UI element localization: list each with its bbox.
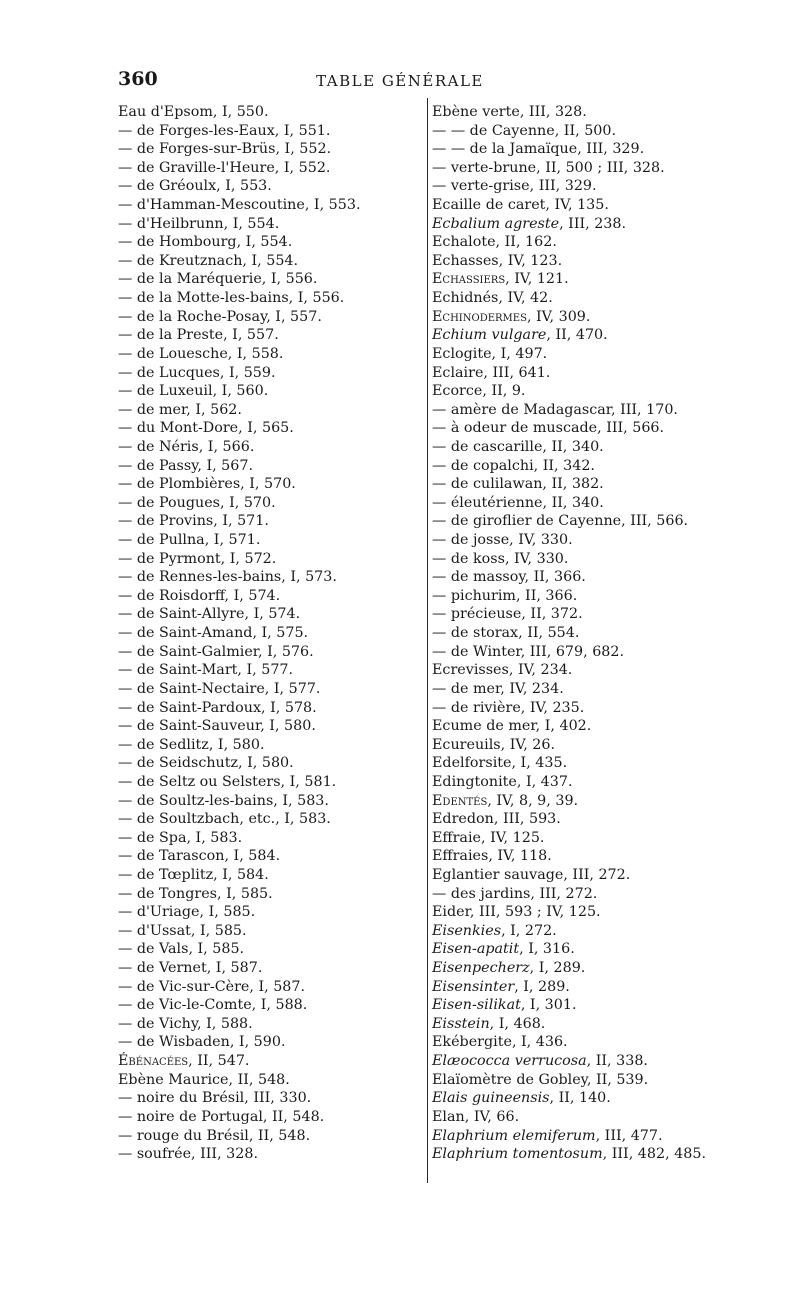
index-entry: — de giroflier de Cayenne, III, 566. [432, 513, 689, 530]
index-entry: Eclogite, I, 497. [432, 345, 548, 362]
index-entry: — — de Cayenne, II, 500. [432, 122, 617, 139]
index-entry: — de Seltz ou Selsters, I, 581. [118, 773, 337, 790]
index-entry: Ecume de mer, I, 402. [432, 718, 592, 735]
index-entry-ref: , II, 470. [546, 327, 608, 344]
index-entry: — d'Heilbrunn, I, 554. [118, 215, 280, 232]
index-entry: — de Gréoulx, I, 553. [118, 178, 272, 195]
index-entry [432, 1052, 772, 1071]
index-entry: — de Vic-sur-Cère, I, 587. [118, 978, 306, 995]
index-entry: Echidnés, IV, 42. [432, 290, 553, 307]
index-entry: — de Vernet, I, 587. [118, 960, 263, 977]
index-entry: Ebène verte, III, 328. [432, 104, 587, 120]
index-entry-term: Eisen-silikat [432, 997, 521, 1014]
page-number: 360 [118, 68, 158, 90]
index-entry: — de Saint-Sauveur, I, 580. [118, 718, 316, 735]
index-entry: — — de la Jamaïque, III, 329. [432, 141, 645, 158]
index-entry-ref: , II, 338. [586, 1053, 648, 1070]
index-entry: — de la Maréquerie, I, 556. [118, 271, 318, 288]
index-entry: — noire du Brésil, III, 330. [118, 1090, 312, 1107]
index-entry: — de Roisdorff, I, 574. [118, 587, 281, 604]
index-entry: — de koss, IV, 330. [432, 550, 569, 567]
index-entry: — d'Hamman-Mescoutine, I, 553. [118, 197, 361, 214]
index-entry: — de Hombourg, I, 554. [118, 234, 293, 251]
index-entry-term: Ecbalium agreste [432, 215, 560, 232]
index-entry [432, 922, 772, 941]
index-entry: — précieuse, II, 372. [432, 606, 583, 623]
index-entry-term: Eisenkies [432, 922, 502, 939]
index-entry: — de culilawan, II, 382. [432, 476, 604, 493]
index-entry: — de Graville-l'Heure, I, 552. [118, 159, 331, 176]
index-entry: Ekébergite, I, 436. [432, 1034, 568, 1051]
index-entry [432, 1145, 772, 1164]
index-entry-ref: , I, 272. [501, 922, 557, 939]
index-entry: — de Wisbaden, I, 590. [118, 1034, 286, 1051]
index-entry: — de Rennes-les-bains, I, 573. [118, 569, 337, 586]
index-entry: — de rivière, IV, 235. [432, 699, 585, 716]
index-entry: — de la Motte-les-bains, I, 556. [118, 290, 345, 307]
index-entry: — d'Uriage, I, 585. [118, 904, 256, 921]
index-entry-ref: , I, 316. [519, 941, 575, 958]
index-entry: Eider, III, 593 ; IV, 125. [432, 904, 601, 921]
index-entry [432, 1015, 772, 1034]
index-entry: — de Vic-le-Comte, I, 588. [118, 997, 308, 1014]
index-entry: — de Pyrmont, I, 572. [118, 550, 277, 567]
index-entry: Ecorce, II, 9. [432, 383, 526, 400]
index-entry [432, 1089, 772, 1108]
index-entry [432, 959, 772, 978]
index-entry: — de cascarille, II, 340. [432, 438, 604, 455]
index-entry [432, 1127, 772, 1146]
index-entry-term: Eisstein [432, 1015, 490, 1032]
index-entry [432, 326, 772, 345]
index-entry: — de Spa, I, 583. [118, 829, 243, 846]
index-entry: — de Saint-Nectaire, I, 577. [118, 680, 321, 697]
index-entry-ref: , II, 140. [549, 1090, 611, 1107]
index-entry-term: Eisenpecherz [432, 960, 530, 977]
index-column-left [118, 103, 423, 1164]
index-entry-ref: , III, 482, 485. [602, 1146, 706, 1163]
index-entry: — de storax, II, 554. [432, 625, 580, 642]
index-entry-term: Elaphrium elemiferum [432, 1127, 596, 1144]
index-entry: Ébénacées, II, 547. [118, 1053, 250, 1070]
index-entry: Elaïomètre de Gobley, II, 539. [432, 1071, 649, 1088]
index-entry: — de Tongres, I, 585. [118, 885, 273, 902]
index-entry: — de Seidschutz, I, 580. [118, 755, 294, 772]
index-entry [432, 996, 772, 1015]
index-entry: Effraies, IV, 118. [432, 848, 552, 865]
index-entry: — de Louesche, I, 558. [118, 345, 284, 362]
index-entry-ref: , III, 238. [559, 215, 627, 232]
index-entry: — de Pougues, I, 570. [118, 494, 276, 511]
index-entry: — verte-brune, II, 500 ; III, 328. [432, 159, 665, 176]
index-entry: — de Forges-les-Eaux, I, 551. [118, 122, 331, 139]
index-entry [432, 978, 772, 997]
index-entry: — de Provins, I, 571. [118, 513, 269, 530]
index-entry: Ebène Maurice, II, 548. [118, 1071, 290, 1088]
index-entry: — de Lucques, I, 559. [118, 364, 276, 381]
index-entry: Elan, IV, 66. [432, 1108, 520, 1125]
index-entry: — de Saint-Galmier, I, 576. [118, 643, 314, 660]
index-entry-ref: , I, 468. [489, 1015, 546, 1032]
index-entry-term: Eisensinter [432, 978, 515, 995]
index-entry: — de Plombières, I, 570. [118, 476, 296, 493]
index-entry: — d'Ussat, I, 585. [118, 922, 247, 939]
index-entry-ref: , I, 289. [514, 978, 570, 995]
index-entry: Echinodermes, IV, 309. [432, 308, 591, 325]
index-entry: — à odeur de muscade, III, 566. [432, 420, 665, 437]
index-entry: — de Vals, I, 585. [118, 941, 245, 958]
index-entry-term: Eisen-apatit [432, 941, 520, 958]
index-entry-term: Elais guineensis [432, 1090, 550, 1107]
index-entry: — de Vichy, I, 588. [118, 1015, 253, 1032]
index-entry-ref: , I, 301. [520, 997, 577, 1014]
index-entry: Echasses, IV, 123. [432, 252, 563, 269]
index-entry: — noire de Portugal, II, 548. [118, 1108, 325, 1125]
index-entry: — verte-grise, III, 329. [432, 178, 597, 195]
index-entry: — de massoy, II, 366. [432, 569, 586, 586]
index-entry: — rouge du Brésil, II, 548. [118, 1127, 311, 1144]
index-entry: Eau d'Epsom, I, 550. [118, 104, 269, 120]
index-entry: — soufrée, III, 328. [118, 1146, 258, 1163]
index-entry: Edingtonite, I, 437. [432, 773, 573, 790]
index-entry: Edredon, III, 593. [432, 811, 561, 828]
index-entry: — de Saint-Allyre, I, 574. [118, 606, 301, 623]
index-entry: Ecureuils, IV, 26. [432, 736, 556, 753]
index-entry: — de Saint-Pardoux, I, 578. [118, 699, 317, 716]
index-entry: — de Passy, I, 567. [118, 457, 254, 474]
index-entry: Eglantier sauvage, III, 272. [432, 866, 631, 883]
index-entry: — de la Preste, I, 557. [118, 327, 279, 344]
index-entry-ref: , III, 477. [595, 1127, 663, 1144]
index-entry: — de Kreutznach, I, 554. [118, 252, 299, 269]
index-entry: — de Néris, I, 566. [118, 438, 255, 455]
index-entry: — de la Roche-Posay, I, 557. [118, 308, 322, 325]
index-entry: Echassiers, IV, 121. [432, 271, 569, 288]
index-entry: — de Soultz-les-bains, I, 583. [118, 792, 329, 809]
index-entry: Effraie, IV, 125. [432, 829, 545, 846]
index-entry: Edentés, IV, 8, 9, 39. [432, 792, 579, 809]
index-entry: — de Tœplitz, I, 584. [118, 866, 269, 883]
index-entry: — de Sedlitz, I, 580. [118, 736, 265, 753]
index-entry: — de mer, I, 562. [118, 401, 242, 418]
index-entry: — pichurim, II, 366. [432, 587, 578, 604]
index-entry: — de Pullna, I, 571. [118, 532, 261, 549]
index-entry: — du Mont-Dore, I, 565. [118, 420, 294, 437]
index-entry [432, 940, 772, 959]
running-title: TABLE GÉNÉRALE [316, 72, 484, 90]
index-entry: — de Forges-sur-Brüs, I, 552. [118, 141, 332, 158]
index-entry: — des jardins, III, 272. [432, 885, 598, 902]
index-entry: — de copalchi, II, 342. [432, 457, 595, 474]
index-entry-term: Elaphrium tomentosum [432, 1146, 603, 1163]
index-entry: — de Winter, III, 679, 682. [432, 643, 625, 660]
index-entry: — amère de Madagascar, III, 170. [432, 401, 678, 418]
index-entry: — de Saint-Amand, I, 575. [118, 625, 309, 642]
index-entry: — de josse, IV, 330. [432, 532, 573, 549]
index-entry: Echalote, II, 162. [432, 234, 557, 251]
index-entry: — éleutérienne, II, 340. [432, 494, 604, 511]
index-entry-ref: , I, 289. [529, 960, 586, 977]
index-entry: Ecaille de caret, IV, 135. [432, 197, 609, 214]
index-entry: Edelforsite, I, 435. [432, 755, 568, 772]
index-entry-term: Echium vulgare [432, 327, 547, 344]
index-entry: — de Saint-Mart, I, 577. [118, 662, 294, 679]
index-entry: — de mer, IV, 234. [432, 680, 564, 697]
index-entry: — de Luxeuil, I, 560. [118, 383, 269, 400]
index-entry-term: Elæococca verrucosa [432, 1053, 587, 1070]
index-column-right [432, 103, 772, 1164]
column-divider [427, 98, 428, 1183]
index-entry: — de Soultzbach, etc., I, 583. [118, 811, 331, 828]
index-entry: Eclaire, III, 641. [432, 364, 551, 381]
index-entry: — de Tarascon, I, 584. [118, 848, 281, 865]
index-entry [432, 215, 772, 234]
index-entry: Ecrevisses, IV, 234. [432, 662, 573, 679]
